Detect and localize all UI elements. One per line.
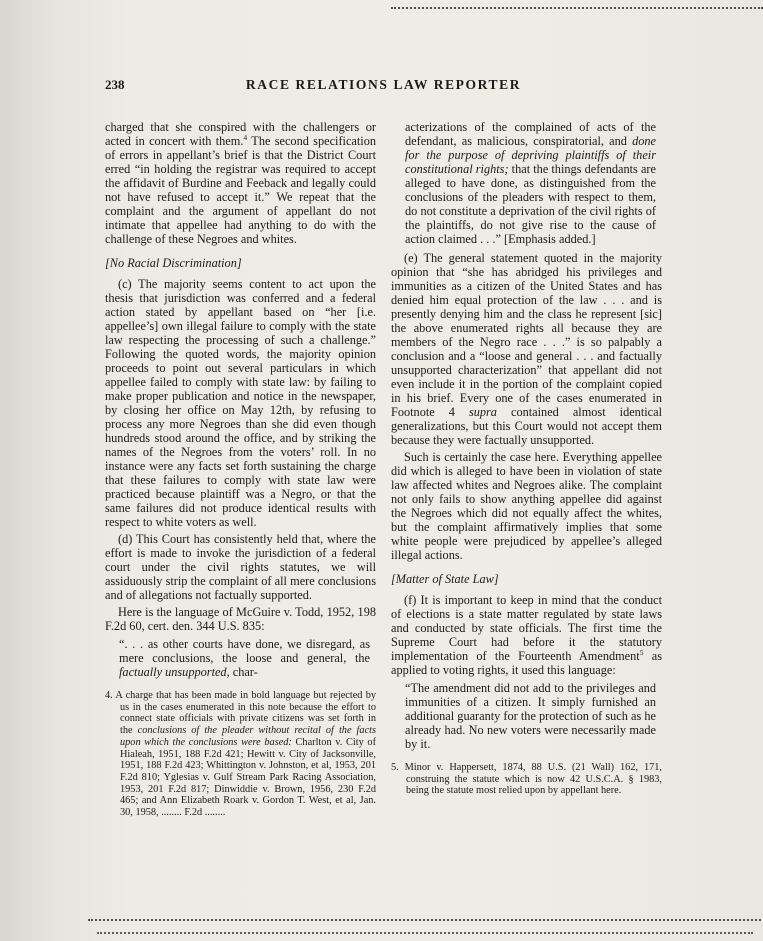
section-heading-matter-of-state-law: [Matter of State Law] (391, 572, 499, 586)
dotted-line-bottom-2 (97, 932, 753, 934)
left-column (105, 120, 376, 819)
page-header (105, 77, 662, 95)
paragraph-mcguire-citation: Here is the language of McGuire v. Todd, 1952, 198 F.2d 60, cert. den. 344 U.S. 835: (105, 605, 376, 633)
paragraph-e: (e) The general statement quoted in the majority opinion that “she has abridged his privileges and immunities as a citizen of the United States and has denied him equal protection of the law . . . and is presently denying him and the class he represent [sic] the above enumerated rights all because they are members of the Negro race . . .” is so palpably a conclusion and a “loose and general . . . and factually unsupported characterization” that appellant did not even include it in the portion of the complaint copied in his brief. Every one of the cases enumerated in Footnote 4 supra contained almost identical generalizations, but this Court would not accept them because they were factually unsupported. (391, 251, 662, 447)
block-quote-mcguire: “. . . as other courts have done, we disregard, as mere conclusions, the loose and general, the factually unsupported, char- (119, 637, 370, 679)
dotted-line-bottom-1 (88, 919, 761, 921)
right-column (391, 120, 662, 797)
block-quote-amendment: “The amendment did not add to the privileges and immunities of a citizen. It simply furnished an additional guaranty for the protection of such as he already had. No new voters were necessarily made by it. (405, 681, 656, 751)
block-quote-mcguire-continuation: acterizations of the complained of acts of the defendant, as malicious, conspiratorial, and done for the purpose of depriving plaintiffs of their constitutional rights; that the things defendants are alleged to have done, as distinguished from the conclusions of the pleaders with respect to them, do not constitute a deprivation of the civil rights of the plaintiffs, do not give rise to the cause of action claimed . . .” [Emphasis added.] (405, 120, 656, 246)
paragraph-such-is-certainly: Such is certainly the case here. Everything appellee did which is alleged to have been in violation of state law affected whites and Negroes alike. The complaint not only fails to show anything appellee did against the Negroes which did not equally affect the whites, but the complaint affirmatively implies that some white people were prejudiced by appellee’s alleged illegal actions. (391, 450, 662, 562)
section-heading-no-racial-discrimination: [No Racial Discrimination] (105, 256, 242, 270)
page-title: RACE RELATIONS LAW REPORTER (245, 77, 522, 92)
footnote-4: 4. A charge that has been made in bold language but rejected by us in the cases enumerated in this note because the effort to connect state officials with private citizens was set forth in the conclusions of the pleader without recital of the facts upon which the conclusions were based: Charlton v. City of Hialeah, 1951, 188 F.2d 421; Hewitt v. City of Jacksonville, 1951, 188 F.2d 423; Whittington v. Johnston, et al, 1953, 201 F.2d 810; Yglesias v. Gulf Stream Park Racing Association, 1953, 201 F.2d 817; Dinwiddie v. Brown, 1956, 230 F.2d 465; and Ann Elizabeth Roark v. Gordon T. West, et al, Jan. 30, 1958, ........ F.2d ........ (105, 690, 377, 819)
paragraph-c: (c) The majority seems content to act upon the thesis that jurisdiction was conferred and a federal action stated by appellant based on “her [i.e. appellee’s] own illegal failure to comply with the state law respecting the processing of such a challenge.” Following the quoted words, the majority opinion proceeds to point out several particulars in which appellee failed to comply with state law: by failing to make proper publication and notice in the newspaper, by closing her office on May 12th, by refusing to process any more Negroes than she did even though hundreds stood around the office, and by striking the names of the Negroes from the voters’ roll. In no instance were any facts set forth sustaining the charge that these failures to comply with state law were practiced because plaintiff was a Negro, or that the same failures did not produce identical results with respect to white voters as well. (105, 277, 376, 529)
footnote-5: 5. Minor v. Happersett, 1874, 88 U.S. (21 Wall) 162, 171, construing the statute which is now 42 U.S.C.A. § 1983, being the statute most relied upon by appellant here. (391, 762, 662, 797)
paragraph-d: (d) This Court has consistently held that, where the effort is made to invoke the jurisdiction of a federal court under the civil rights statutes, we will assiduously strip the complaint of all mere conclusions and of allegations not factually supported. (105, 532, 376, 602)
paragraph-continuation: charged that she conspired with the challengers or acted in concert with them.$^4$ The second specification of errors in appellant’s brief is that the District Court erred “in holding the registrar was required to accept the affidavit of Burdine and Feeback and legally could not have refused to accept it.” We repeat that the complaint and the argument of appellant do not intimate that appellee had anything to do with the challenge of these Negroes and whites. (105, 120, 376, 246)
dotted-line-top (391, 7, 763, 9)
two-column-body (105, 120, 662, 819)
page-number: 238 (105, 77, 125, 92)
paragraph-f: (f) It is important to keep in mind that the conduct of elections is a state matter regulated by state laws and conducted by state officials. The first time the Supreme Court had before it the statutory implementation of the Fourteenth Amendment$^5$ as applied to voting rights, it used this language: (391, 593, 662, 677)
